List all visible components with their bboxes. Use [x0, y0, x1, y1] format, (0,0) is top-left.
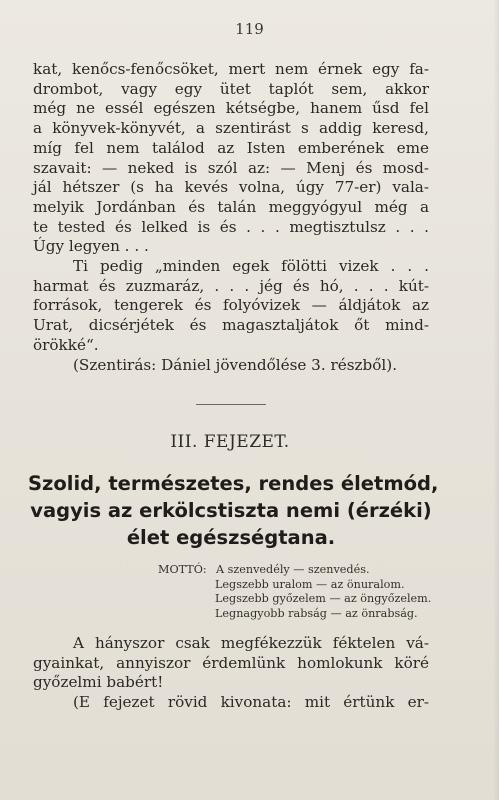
heading-line: Szolid, természetes, rendes életmód, — [28, 472, 439, 495]
motto-line: Legszebb uralom — az önuralom. — [215, 577, 405, 591]
text-line: harmat és zuzmaráz, . . . jég és hó, . . . kút- — [33, 276, 429, 295]
text-line: a könyvek-könyvét, a szentirást s addig keresd, — [33, 119, 429, 138]
text-line: gyainkat, annyiszor érdemlünk homlokunk köré — [33, 653, 429, 672]
motto-line: Legszebb győzelem — az öngyőzelem. — [215, 592, 432, 606]
body-text — [33, 60, 429, 375]
text-line: szavait: — neked is szól az: — Menj és mosd- — [33, 158, 429, 177]
text-line: drombot, vagy egy ütet taplót sem, akkor — [33, 79, 429, 98]
text-line: te tested és lelked is és . . . megtisztulsz . . . — [33, 217, 429, 236]
section-divider — [196, 404, 266, 405]
motto-line: A szenvedély — szenvedés. — [216, 563, 370, 576]
text-line: Úgy legyen . . . — [33, 237, 149, 256]
text-line: Ti pedig „minden egek fölötti vizek . . . — [73, 257, 429, 276]
citation-line: (Szentirás: Dániel jövendőlése 3. részből). — [73, 355, 398, 374]
chapter-heading — [28, 470, 439, 551]
text-line: még ne essél egészen kétségbe, hanem űsd fel — [33, 99, 429, 118]
text-line: jál hétszer (s ha kevés volna, úgy 77-er) vala- — [33, 178, 429, 197]
text-line: míg fel nem találod az Isten emberének eme — [33, 138, 429, 157]
motto-label: MOTTÓ: — [158, 563, 207, 576]
text-line: győzelmi babért! — [33, 673, 164, 692]
text-line: A hányszor csak megfékezzük féktelen vá- — [73, 634, 429, 652]
text-line: örökké“. — [33, 335, 99, 354]
heading-line: élet egészségtana. — [126, 526, 336, 549]
text-line: (E fejezet rövid kivonata: mit értünk er- — [73, 693, 429, 712]
text-line: források, tengerek és folyóvizek — áldjátok az — [33, 296, 429, 315]
chapter-title: III. FEJEZET. — [170, 432, 290, 452]
page-number: 119 — [235, 20, 264, 38]
heading-line: vagyis az erkölcstiszta nemi (érzéki) — [30, 499, 432, 522]
text-line: Urat, dicsérjétek és magasztaljátok őt mind- — [33, 316, 429, 335]
text-line: melyik Jordánban és talán meggyógyul még a — [33, 197, 429, 216]
page-edge-shadow — [493, 0, 499, 800]
motto — [158, 563, 458, 621]
motto-line: Legnagyobb rabság — az önrabság. — [215, 606, 418, 620]
text-line: kat, kenőcs-fenőcsöket, mert nem érnek egy fa- — [33, 60, 429, 78]
paragraph — [33, 634, 429, 713]
